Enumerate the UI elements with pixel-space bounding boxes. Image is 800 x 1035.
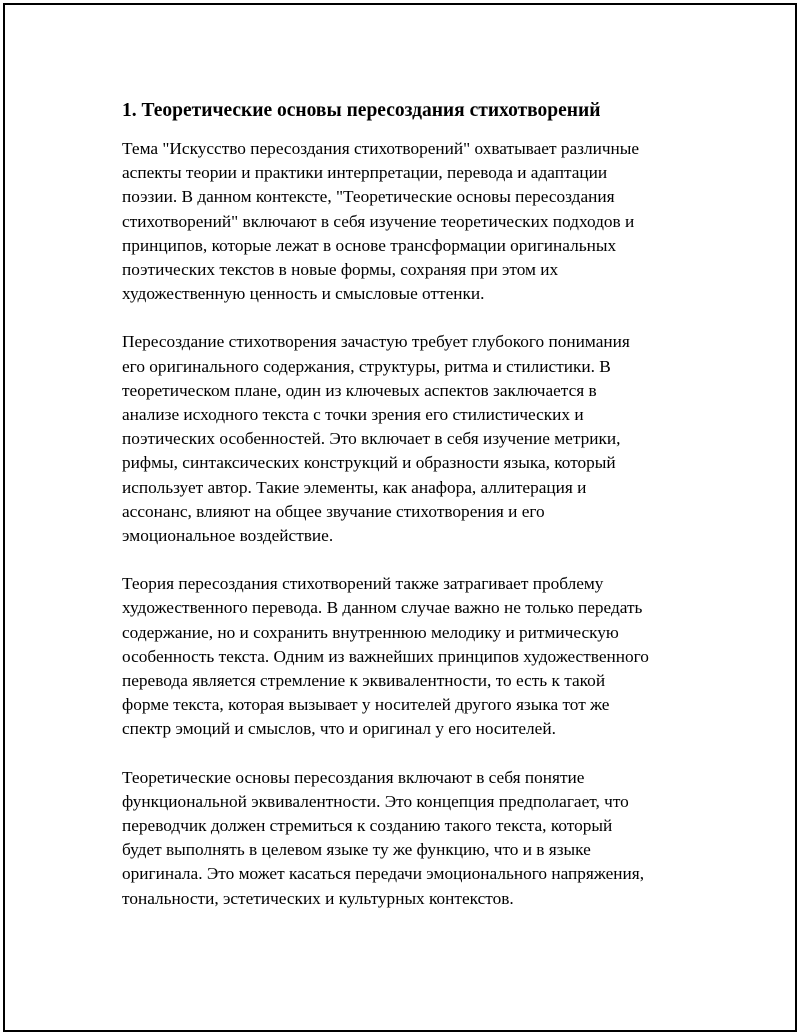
text-line: анализе исходного текста с точки зрения его стилистических и bbox=[122, 405, 584, 425]
document-page bbox=[3, 3, 797, 1032]
text-line: Теоретические основы пересоздания включают в себя понятие bbox=[122, 767, 585, 787]
text-line: поэтических текстов в новые формы, сохраняя при этом их bbox=[122, 260, 559, 280]
text-line: форме текста, которая вызывает у носителей другого языка тот же bbox=[122, 695, 610, 715]
text-line: поэтических особенностей. Это включает в себя изучение метрики, bbox=[122, 429, 621, 449]
text-line: особенность текста. Одним из важнейших принципов художественного bbox=[122, 646, 649, 666]
paragraph bbox=[122, 137, 692, 306]
text-line: теоретическом плане, один из ключевых аспектов заключается в bbox=[122, 380, 597, 400]
text-line: художественную ценность и смысловые оттенки. bbox=[122, 284, 485, 304]
text-line: переводчик должен стремиться к созданию такого текста, который bbox=[122, 816, 613, 836]
paragraph bbox=[122, 330, 692, 548]
text-line: тональности, эстетических и культурных контекстов. bbox=[122, 888, 514, 908]
section-heading: 1. Теоретические основы пересоздания стихотворений bbox=[122, 100, 601, 121]
text-line: принципов, которые лежат в основе трансформации оригинальных bbox=[122, 235, 617, 255]
paragraph bbox=[122, 766, 692, 911]
text-line: художественного перевода. В данном случае важно не только передать bbox=[122, 598, 643, 618]
text-line: оригинала. Это может касаться передачи эмоционального напряжения, bbox=[122, 864, 645, 884]
text-line: Пересоздание стихотворения зачастую требует глубокого понимания bbox=[122, 332, 630, 352]
text-line: рифмы, синтаксических конструкций и образности языка, который bbox=[122, 453, 616, 473]
text-line: Тема "Искусство пересоздания стихотворений" охватывает различные bbox=[122, 139, 640, 158]
text-line: функциональной эквивалентности. Это концепция предполагает, что bbox=[122, 791, 629, 811]
text-line: эмоциональное воздействие. bbox=[122, 526, 334, 546]
text-line: его оригинального содержания, структуры, ритма и стилистики. В bbox=[122, 356, 611, 376]
text-line: стихотворений" включают в себя изучение теоретических подходов и bbox=[122, 211, 635, 231]
document-body bbox=[122, 98, 692, 935]
text-line: аспекты теории и практики интерпретации, перевода и адаптации bbox=[122, 163, 608, 183]
text-line: спектр эмоций и смыслов, что и оригинал у его носителей. bbox=[122, 719, 556, 739]
text-line: использует автор. Такие элементы, как анафора, аллитерация и bbox=[122, 477, 587, 497]
text-line: ассонанс, влияют на общее звучание стихотворения и его bbox=[122, 501, 545, 521]
text-line: поэзии. В данном контексте, "Теоретические основы пересоздания bbox=[122, 187, 615, 207]
paragraph bbox=[122, 572, 692, 741]
text-line: Теория пересоздания стихотворений также затрагивает проблему bbox=[122, 574, 604, 594]
text-line: перевода является стремление к эквивалентности, то есть к такой bbox=[122, 671, 606, 691]
text-line: содержание, но и сохранить внутреннюю мелодику и ритмическую bbox=[122, 622, 619, 642]
paragraphs-container bbox=[122, 137, 692, 911]
text-line: будет выполнять в целевом языке ту же функцию, что и в языке bbox=[122, 840, 591, 860]
